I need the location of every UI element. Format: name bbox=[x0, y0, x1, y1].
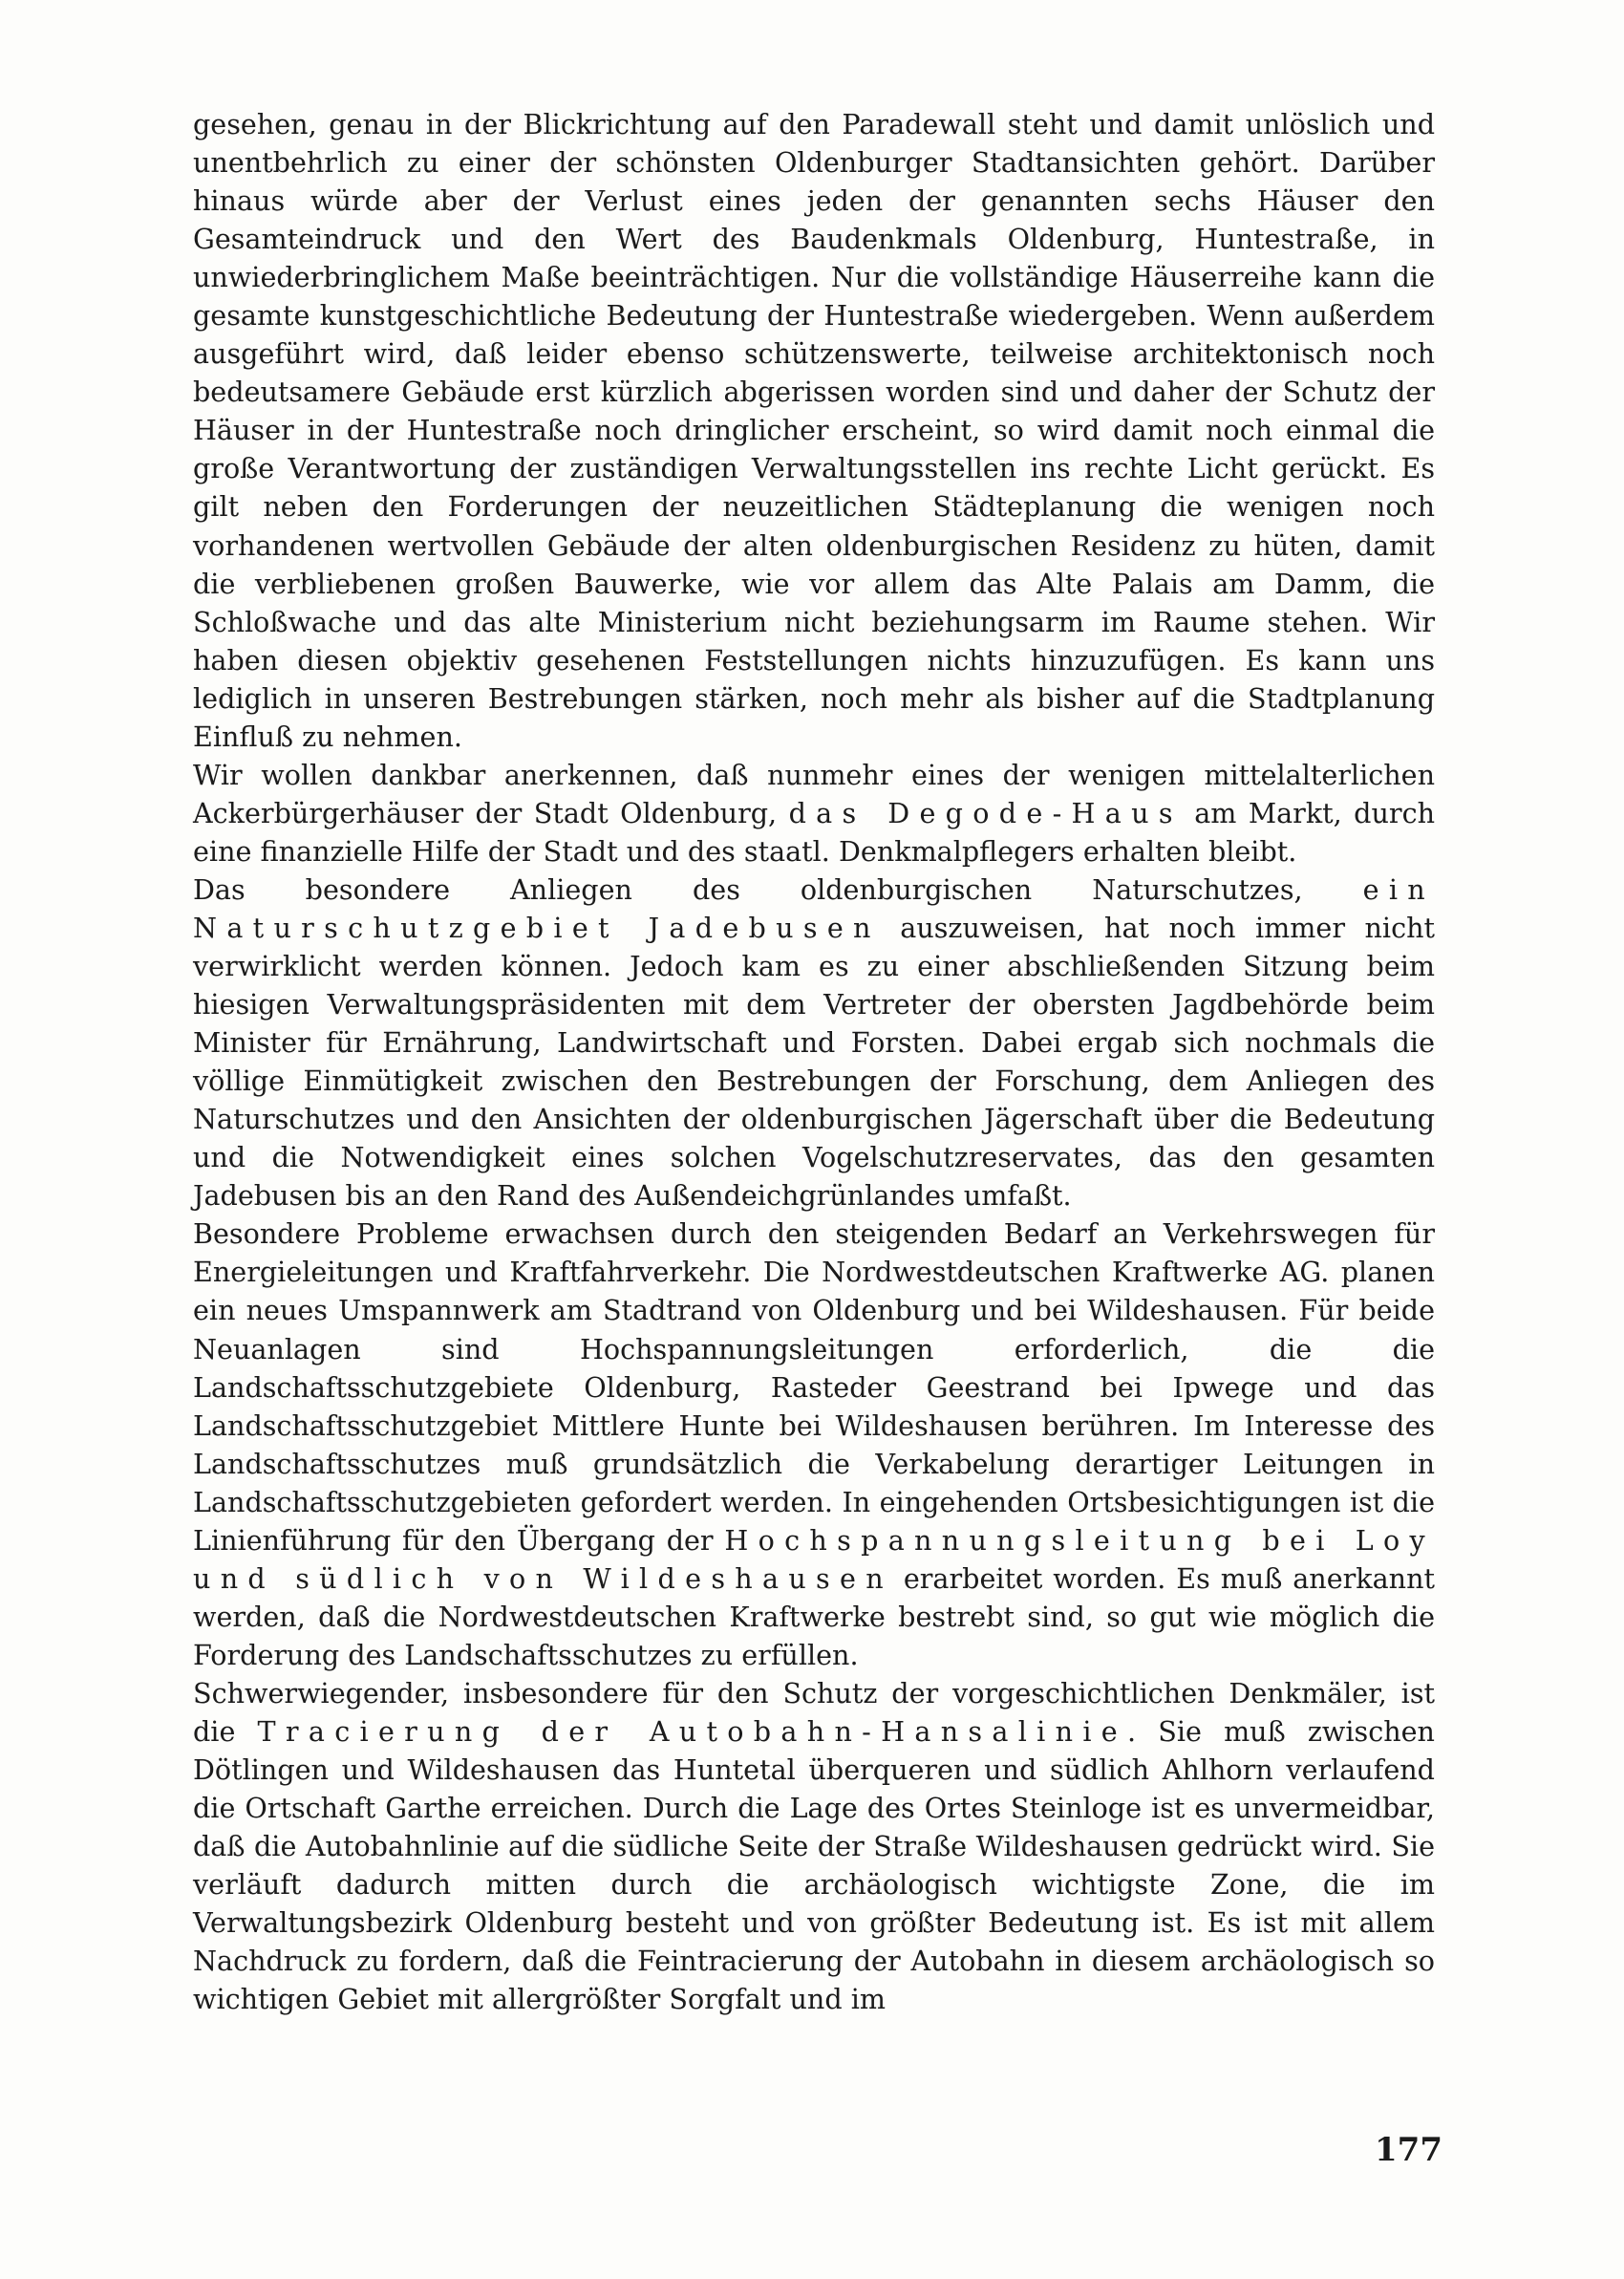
spaced-emphasis-hochspannungsleitung: Hochspannungsleitung bei Loy und südlich von Wildeshausen bbox=[193, 1523, 1435, 1595]
paragraph-4-text-b: erarbeitet worden. Es muß anerkannt werden, daß die Nordwestdeutschen Kraftwerke bestrebt sind, so gut wie möglich die Forderung des Landschaftsschutzes zu erfüllen. bbox=[193, 1561, 1435, 1671]
paragraph-3-text-b: auszuweisen, hat noch immer nicht verwirklicht werden können. Jedoch kam es zu einer abschließenden Sitzung beim hiesigen Verwaltungspräsidenten mit dem Vertreter der obersten Jagdbehörde beim Minister für Ernährung, Landwirtschaft und Forsten. Dabei ergab sich nochmals die völlige Einmütigkeit zwischen den Bestrebungen der Forschung, dem Anliegen des Naturschutzes und den Ansichten der oldenburgischen Jägerschaft über die Bedeutung und die Notwendigkeit eines solchen Vogelschutzreservates, das den gesamten Jadebusen bis an den Rand des Außendeichgrünlandes umfaßt. bbox=[193, 911, 1435, 1213]
paragraph-2 bbox=[193, 756, 1435, 871]
paragraph-2-text-b: am Markt, durch eine finanzielle Hilfe der Stadt und des staatl. Denkmalpflegers erhalten bleibt. bbox=[193, 796, 1435, 868]
paragraph-2-text-a: Wir wollen dankbar anerkennen, daß nunmehr eines der wenigen mittelalterlichen Ackerbürgerhäuser der Stadt Oldenburg, bbox=[193, 758, 1435, 829]
body-text bbox=[193, 105, 1435, 2018]
paragraph-5 bbox=[193, 1674, 1435, 2018]
paragraph-4 bbox=[193, 1215, 1435, 1674]
spaced-emphasis-naturschutzgebiet: ein Naturschutzgebiet Jadebusen bbox=[193, 872, 1435, 944]
page-number: 177 bbox=[1375, 2131, 1442, 2169]
spaced-emphasis-tracierung: Tracierung der Autobahn-Hansalinie bbox=[257, 1714, 1127, 1748]
spaced-emphasis-degode-haus: das Degode-Haus bbox=[788, 796, 1183, 829]
paragraph-5-text-b: . Sie muß zwischen Dötlingen und Wildeshausen das Huntetal überqueren und südlich Ahlhorn verlaufend die Ortschaft Garthe erreichen. Durch die Lage des Ortes Steinloge ist es unvermeidbar, daß die Autobahnlinie auf die südliche Seite der Straße Wildeshausen gedrückt wird. Sie verläuft dadurch mitten durch die archäologisch wichtigste Zone, die im Verwaltungsbezirk Oldenburg besteht und von größter Bedeutung ist. Es ist mit allem Nachdruck zu fordern, daß die Feintracierung der Autobahn in diesem archäologisch so wichtigen Gebiet mit allergrößter Sorgfalt und im bbox=[193, 1714, 1435, 2016]
paragraph-1 bbox=[193, 105, 1435, 756]
paragraph-5-text-a: Schwerwiegender, insbesondere für den Schutz der vorgeschichtlichen Denkmäler, ist die bbox=[193, 1676, 1435, 1748]
paragraph-3-text-a: Das besondere Anliegen des oldenburgischen Naturschutzes, bbox=[193, 872, 1363, 906]
paragraph-4-text-a: Besondere Probleme erwachsen durch den steigenden Bedarf an Verkehrswegen für Energieleitungen und Kraftfahrverkehr. Die Nordwestdeutschen Kraftwerke AG. planen ein neues Umspannwerk am Stadtrand von Oldenburg und bei Wildeshausen. Für beide Neuanlagen sind Hochspannungsleitungen erforderlich, die die Landschaftsschutzgebiete Oldenburg, Rasteder Geestrand bei Ipwege und das Landschaftsschutzgebiet Mittlere Hunte bei Wildeshausen berühren. Im Interesse des Landschaftsschutzes muß grundsätzlich die Verkabelung derartiger Leitungen in Landschaftsschutzgebieten gefordert werden. In eingehenden Ortsbesichtigungen ist die Linienführung für den Übergang der bbox=[193, 1217, 1435, 1557]
paragraph-1-text: gesehen, genau in der Blickrichtung auf den Paradewall steht und damit unlöslich und unentbehrlich zu einer der schönsten Oldenburger Stadtansichten gehört. Darüber hinaus würde aber der Verlust eines jeden der genannten sechs Häuser den Gesamteindruck und den Wert des Baudenkmals Oldenburg, Huntestraße, in unwiederbringlichem Maße beeinträchtigen. Nur die vollständige Häuserreihe kann die gesamte kunstgeschichtliche Bedeutung der Huntestraße wiedergeben. Wenn außerdem ausgeführt wird, daß leider ebenso schützenswerte, teilweise architektonisch noch bedeutsamere Gebäude erst kürzlich abgerissen worden sind und daher der Schutz der Häuser in der Huntestraße noch dringlicher erscheint, so wird damit noch einmal die große Verantwortung der zuständigen Verwaltungsstellen ins rechte Licht gerückt. Es gilt neben den Forderungen der neuzeitlichen Städteplanung die wenigen noch vorhandenen wertvollen Gebäude der alten oldenburgischen Residenz zu hüten, damit die verbliebenen großen Bauwerke, wie vor allem das Alte Palais am Damm, die Schloßwache und das alte Ministerium nicht beziehungsarm im Raume stehen. Wir haben diesen objektiv gesehenen Feststellungen nichts hinzuzufügen. Es kann uns lediglich in unseren Bestrebungen stärken, noch mehr als bisher auf die Stadtplanung Einfluß zu nehmen. bbox=[193, 108, 1435, 753]
paragraph-3 bbox=[193, 871, 1435, 1215]
